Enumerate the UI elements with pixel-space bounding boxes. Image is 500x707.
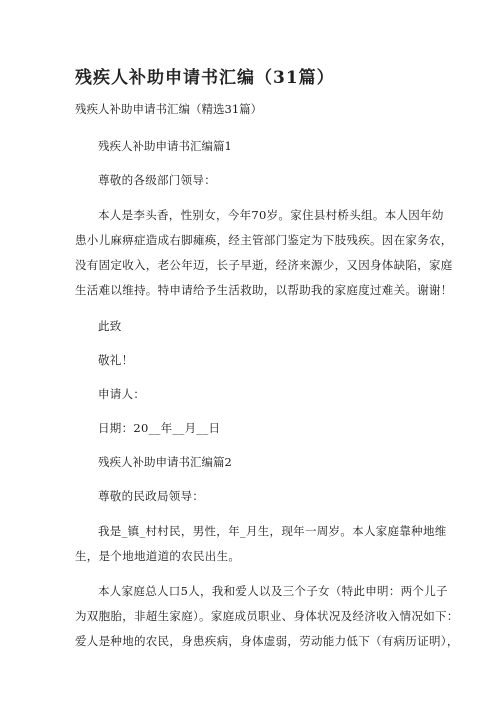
document-title: 残疾人补助申请书汇编（31篇）: [75, 68, 335, 88]
date-line: 日期：20__年__月__日: [98, 421, 221, 435]
body-line: 没有固定收入，老公年迈，长子早逝，经济来源少，又因身体缺陷，家庭: [75, 258, 453, 272]
body-line: 我是_镇_村村民，男性，年_月生，现年一周岁。本人家庭靠种地维: [98, 524, 447, 538]
body-line: 本人是李头香，性别女，今年70岁。家住县村桥头组。本人因年幼: [98, 208, 444, 222]
body-line: 爱人是种地的农民，身患疾病，身体虚弱，劳动能力低下（有病历证明），: [75, 634, 459, 648]
body-line: 患小儿麻痹症造成右脚瘫痪，经主管部门鉴定为下肢残疾。因在家务农，: [75, 233, 453, 247]
body-line: 为双胞胎，非超生家庭）。家庭成员职业、身体状况及经济收入情况如下：: [75, 609, 459, 623]
document-subtitle: 残疾人补助申请书汇编（精选31篇）: [75, 102, 263, 116]
closing-line: 此致: [98, 319, 122, 333]
body-line: 生活难以维持。特申请给予生活救助，以帮助我的家庭度过难关。谢谢！: [75, 283, 453, 297]
closing-line: 敬礼！: [98, 353, 134, 367]
section-heading-2: 残疾人补助申请书汇编篇2: [98, 455, 232, 469]
section-heading-1: 残疾人补助申请书汇编篇1: [98, 139, 232, 153]
body-line: 本人家庭总人口5人，我和爱人以及三个子女（特此申明：两个儿子: [98, 584, 448, 598]
body-line: 生，是个地地道道的农民出生。: [75, 549, 241, 563]
salutation-1: 尊敬的各级部门领导：: [98, 173, 216, 187]
salutation-2: 尊敬的民政局领导：: [98, 489, 205, 503]
applicant-line: 申请人：: [98, 387, 146, 401]
